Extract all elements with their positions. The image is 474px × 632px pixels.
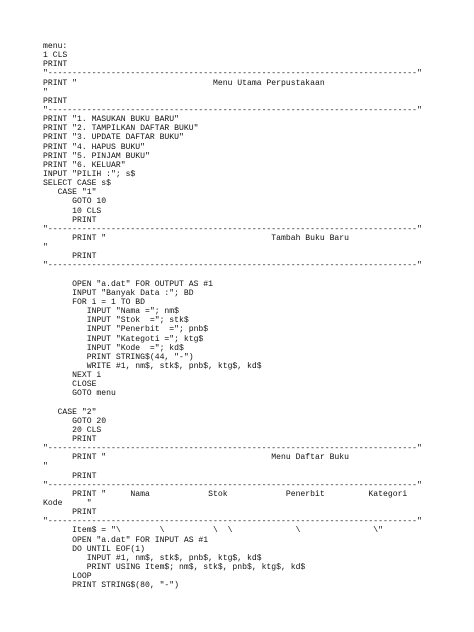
code-line: OPEN "a.dat" FOR OUTPUT AS #1 [43, 279, 213, 289]
code-line: INPUT "Stok ="; stk$ [43, 316, 189, 326]
code-line: PRINT "1. MASUKAN BUKU BARU" [43, 115, 179, 125]
code-line: PRINT [43, 60, 68, 70]
code-line [43, 271, 443, 280]
code-line: INPUT "Kategoti ="; ktg$ [43, 334, 204, 344]
code-line: INPUT "Banyak Data :"; BD [43, 288, 194, 298]
code-line: PRINT [43, 508, 97, 518]
code-line: " [43, 87, 48, 97]
code-line: PRINT "4. HAPUS BUKU" [43, 142, 145, 152]
code-line: PRINT STRING$(80, "-") [43, 581, 179, 591]
code-line: Item$ = "\ \ \ \ \ \" [43, 526, 383, 536]
code-line: "----------------------------------------------------------------------------" [43, 517, 422, 527]
code-line: Kode " [43, 499, 92, 509]
code-line: PRINT " Menu Daftar Buku [43, 453, 349, 463]
code-line: PRINT STRING$(44, "-") [43, 352, 194, 362]
code-line: 1 CLS [43, 51, 68, 61]
code-line: GOTO 10 [43, 197, 107, 207]
code-line: PRINT "6. KELUAR" [43, 160, 126, 170]
code-line: PRINT "2. TAMPILKAN DAFTAR BUKU" [43, 124, 199, 134]
code-line: INPUT "Kode ="; kd$ [43, 343, 184, 353]
code-line: CLOSE [43, 380, 97, 390]
code-line: SELECT CASE s$ [43, 179, 111, 189]
code-line: PRINT "5. PINJAM BUKU" [43, 151, 150, 161]
code-line: OPEN "a.dat" FOR INPUT AS #1 [43, 535, 209, 545]
code-line: PRINT " Menu Utama Perpustakaan [43, 78, 325, 88]
code-line: "----------------------------------------------------------------------------" [43, 261, 422, 271]
code-line: PRINT USING Item$; nm$, stk$, pnb$, ktg$, kd$ [43, 563, 306, 573]
code-line: PRINT [43, 471, 97, 481]
code-line: "----------------------------------------------------------------------------" [43, 105, 422, 115]
code-line: LOOP [43, 572, 92, 582]
code-line: DO UNTIL EOF(1) [43, 544, 145, 554]
code-line: " [43, 243, 48, 253]
code-line: NEXT i [43, 371, 102, 381]
code-line: GOTO 20 [43, 416, 107, 426]
code-line: "----------------------------------------------------------------------------" [43, 69, 422, 79]
code-line: INPUT "Penerbit ="; pnb$ [43, 325, 209, 335]
code-line: WRITE #1, nm$, stk$, pnb$, ktg$, kd$ [43, 361, 262, 371]
code-line: PRINT " Nama Stok Penerbit Kategori [43, 489, 408, 499]
code-line: PRINT [43, 252, 97, 262]
code-line: PRINT [43, 215, 97, 225]
code-line: PRINT " Tambah Buku Baru [43, 233, 349, 243]
code-line: INPUT "PILIH :"; s$ [43, 169, 136, 179]
code-line: INPUT "Nama ="; nm$ [43, 307, 179, 317]
code-line: FOR i = 1 TO BD [43, 297, 145, 307]
code-line: PRINT [43, 96, 68, 106]
code-line: "----------------------------------------------------------------------------" [43, 224, 422, 234]
code-line: CASE "1" [43, 188, 97, 198]
code-line: INPUT #1, nm$, stk$, pnb$, ktg$, kd$ [43, 553, 262, 563]
code-line: PRINT "3. UPDATE DAFTAR BUKU" [43, 133, 184, 143]
code-line: menu: [43, 42, 68, 51]
code-line: CASE "2" [43, 407, 97, 417]
code-line: "----------------------------------------------------------------------------" [43, 480, 422, 490]
code-line: PRINT [43, 435, 97, 445]
code-line: "----------------------------------------------------------------------------" [43, 444, 422, 454]
code-line: GOTO menu [43, 389, 116, 399]
code-line [43, 398, 443, 407]
code-listing [43, 42, 443, 590]
code-line: 20 CLS [43, 425, 102, 435]
code-line: 10 CLS [43, 206, 102, 216]
code-line: " [43, 462, 48, 472]
